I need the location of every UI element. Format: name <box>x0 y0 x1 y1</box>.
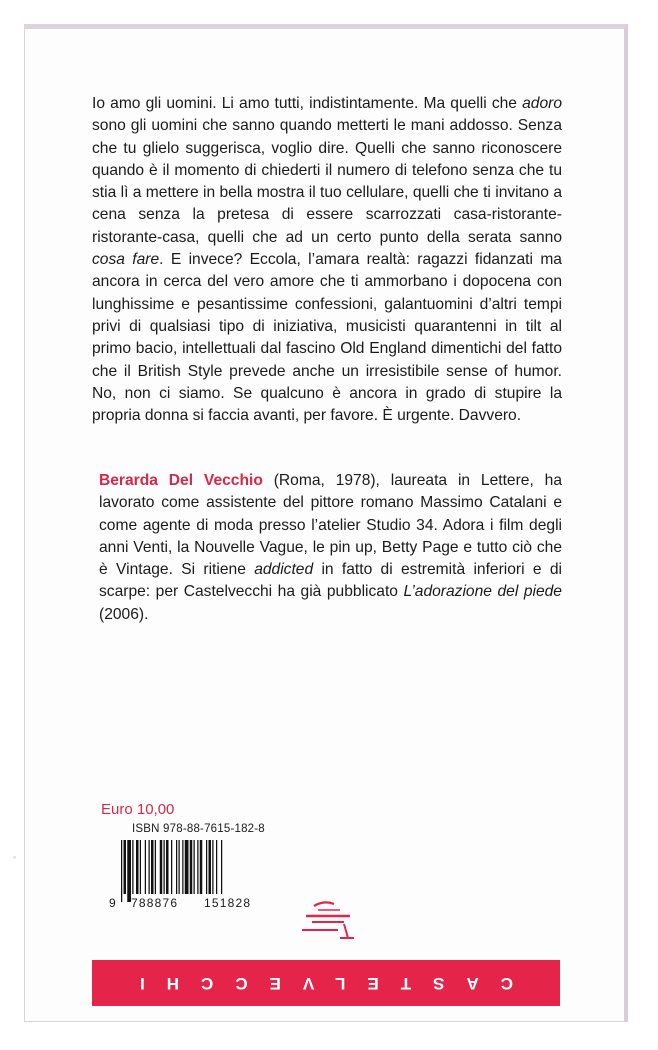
isbn-label: ISBN 978-88-7615-182-8 <box>132 823 265 835</box>
barcode-bar <box>136 840 139 894</box>
publisher-logo-icon <box>300 898 362 944</box>
barcode-bar <box>200 840 203 894</box>
barcode-bar <box>206 840 207 894</box>
barcode-bar <box>164 840 165 894</box>
blurb-text-3: . E invece? Eccola, l’amara realtà: ragazzi fidanzati ma ancora in cerca del vero amore che ti ammorbano i dopocena con lunghissime e pesantissime confessioni, galantuomini d’altri tempi privi di qualsiasi tipo di iniziativa, musicisti quarantenni in tilt al primo bacio, intellettuali dal fascino Old England dimentichi del fatto che il British Style prevede anche un irresistibile sense of humor. No, non ci siamo. Se qualcuno è ancora in grado di stupire la propria donna si faccia avanti, per favore. È urgente. Davvero. <box>92 251 562 425</box>
barcode-bar <box>155 840 156 894</box>
barcode <box>107 840 282 910</box>
barcode-bar <box>176 840 177 894</box>
publisher-band <box>92 960 560 1006</box>
barcode-bar <box>216 840 217 894</box>
barcode-bar <box>151 840 154 894</box>
barcode-bar <box>140 840 141 894</box>
blurb-emphasis-adoro: adoro <box>522 95 562 112</box>
blurb-text-2: sono gli uomini che sanno quando metterti le mani addosso. Senza che tu glielo suggerisca, voglio dire. Quelli che sanno riconoscere quando è il momento di chiederti il numero di telefono senza che tu stia lì a mettere in bella mostra il tuo cellulare, quelli che ti invitano a cena senza la pretesa di essere scarrozzati casa-ristorante-ristorante-casa, quelli che ad un certo punto della serata sanno <box>92 117 562 246</box>
barcode-bar <box>121 840 122 902</box>
barcode-bar <box>197 840 198 894</box>
barcode-digits-right: 151828 <box>204 896 252 910</box>
previous-book-title: L’adorazione del piede <box>403 583 562 601</box>
author-bio <box>99 470 562 626</box>
barcode-first-digit: 9 <box>109 896 116 910</box>
barcode-bar <box>160 840 163 894</box>
barcode-bar <box>185 840 189 894</box>
blurb-text-1: Io amo gli uomini. Li amo tutti, indistintamente. Ma quelli che <box>92 95 523 112</box>
barcode-bar <box>209 840 212 894</box>
barcode-bar <box>145 840 146 894</box>
blurb-emphasis-cosa-fare: cosa fare <box>92 251 160 269</box>
price-label: Euro 10,00 <box>101 801 175 818</box>
barcode-bar <box>171 840 172 894</box>
bio-text-1: (Roma, 1978), laureata in Lettere, ha lavorato come assistente del pittore romano Massimo Catalani e come agente di moda presso l’atelier Studio 34. Adora i film degli anni Venti, la Nouvelle Vague, le pin up, Betty Page e tutto ciò che è Vintage. Si ritiene <box>99 472 562 579</box>
barcode-bars <box>121 840 222 902</box>
bio-emphasis-addicted: addicted <box>254 561 314 579</box>
barcode-bar <box>127 840 131 902</box>
barcode-bar <box>179 840 180 894</box>
bio-text-2: in fatto di estremità inferiori e di scarpe: per Castelvecchi ha già pubblicato <box>99 561 562 601</box>
barcode-bar <box>221 840 222 894</box>
barcode-bar <box>190 840 193 894</box>
stray-mark: ◦ <box>13 852 17 862</box>
barcode-bar <box>194 840 195 894</box>
author-name: Berarda Del Vecchio <box>99 472 263 489</box>
blurb-paragraph <box>92 93 562 427</box>
barcode-bar <box>166 840 169 894</box>
bio-text-3: (2006). <box>99 605 149 623</box>
barcode-bar <box>132 840 133 894</box>
barcode-bar <box>212 840 213 894</box>
barcode-bar <box>182 840 183 894</box>
barcode-bar <box>124 840 127 894</box>
publisher-name: CASTELVECCHI <box>117 974 513 993</box>
barcode-bar <box>149 840 150 894</box>
barcode-digits-left: 788876 <box>131 896 179 910</box>
